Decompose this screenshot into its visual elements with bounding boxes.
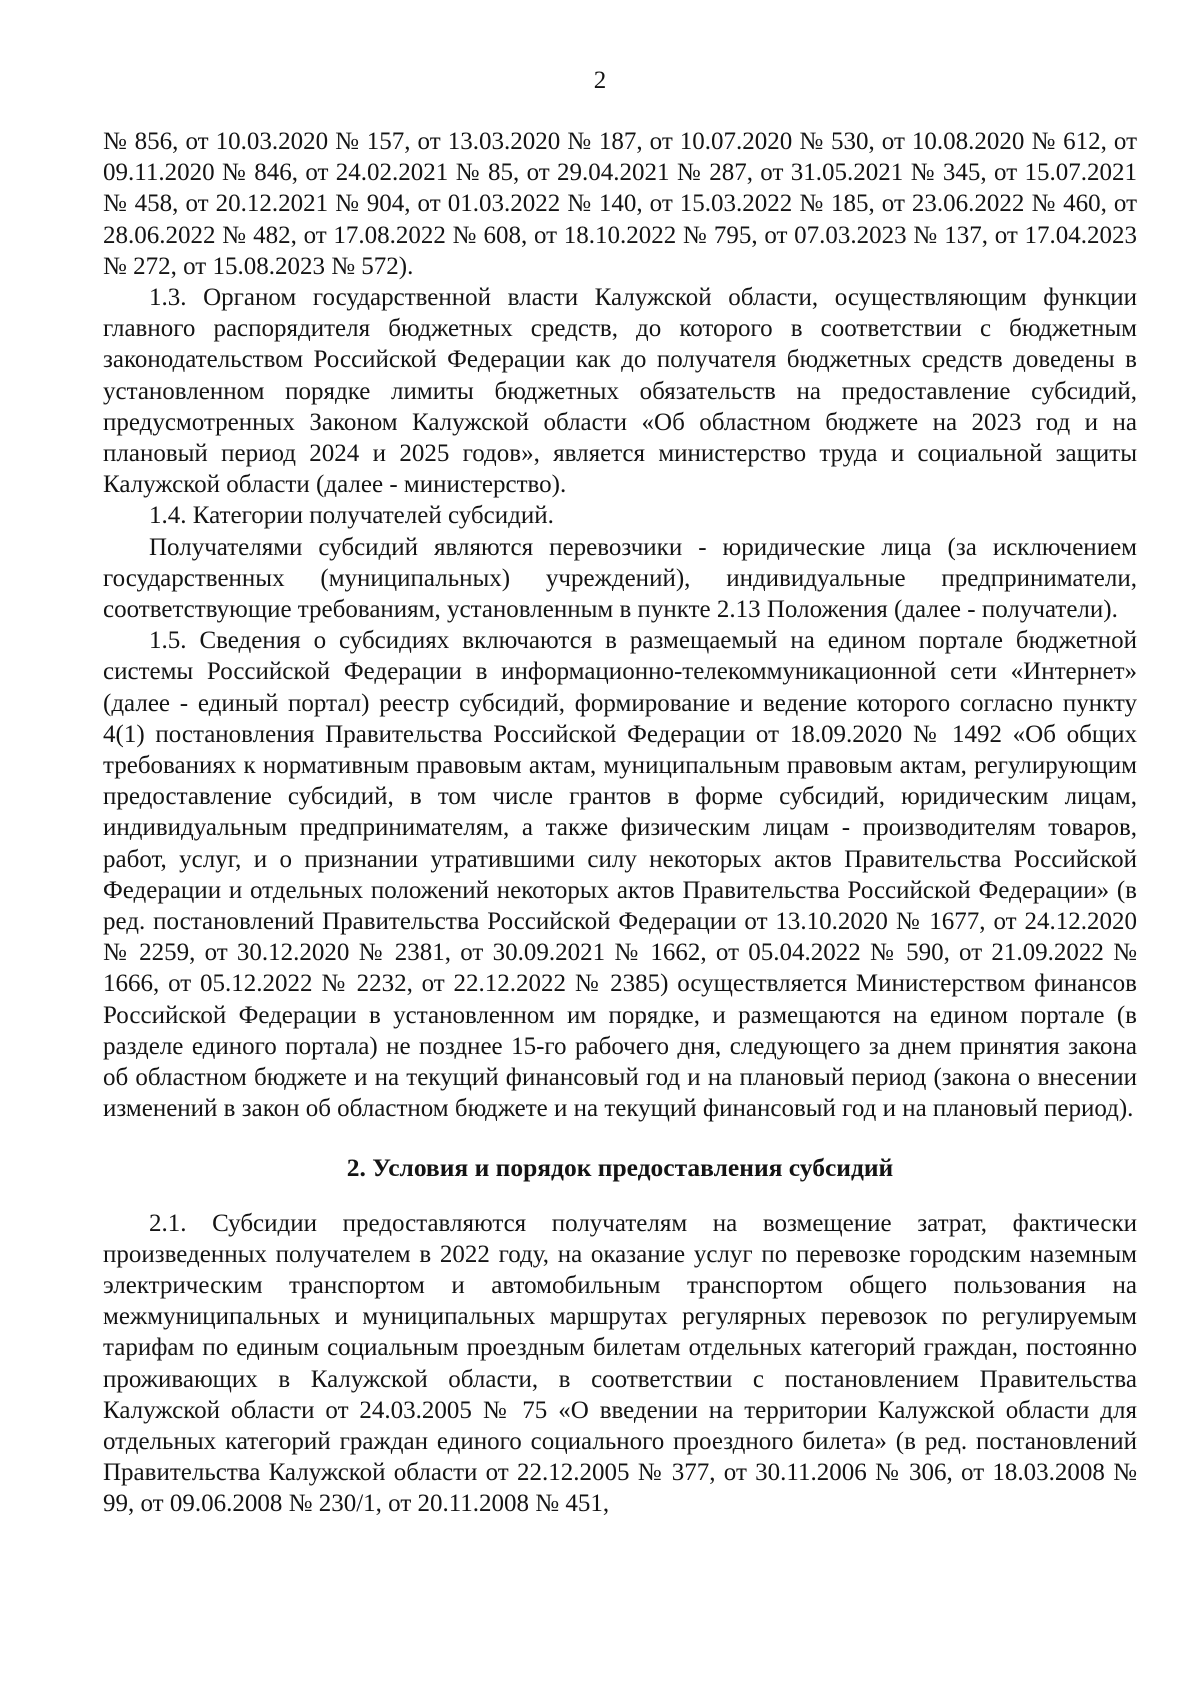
paragraph-1-4: 1.4. Категории получателей субсидий.	[149, 502, 554, 530]
paragraph-1-4-recipients: Получателями субсидий являются перевозчики - юридические лица (за исключением государственных (муниципальных) учреждений), индивидуальные предприниматели, соответствующие требованиям, установленным в пункте 2.13 Положения (далее - получатели).	[103, 533, 1137, 624]
paragraph-2-1: 2.1. Субсидии предоставляются получателям на возмещение затрат, фактически произведенных получателем в 2022 году, на оказание услуг по перевозке городским наземным электрическим транспортом и автомобильным транспортом общего пользования на межмуниципальных и муниципальных маршрутах регулярных перевозок по регулируемым тарифам по единым социальным проездным билетам отдельных категорий граждан, постоянно проживающих в Калужской области, в соответствии с постановлением Правительства Калужской области от 24.03.2005 № 75 «О введении на территории Калужской области для отдельных категорий граждан единого социального проездного билета» (в ред. постановлений Правительства Калужской области от 22.12.2005 № 377, от 30.11.2006 № 306, от 18.03.2008 № 99, от 09.06.2008 № 230/1, от 20.11.2008 № 451,	[103, 1209, 1137, 1518]
paragraph-references-continued: № 856, от 10.03.2020 № 157, от 13.03.2020 № 187, от 10.07.2020 № 530, от 10.08.2020 № 612, от 09.11.2020 № 846, от 24.02.2021 № 85, от 29.04.2021 № 287, от 31.05.2021 № 345, от 15.07.2021 № 458, от 20.12.2021 № 904, от 01.03.2022 № 140, от 15.03.2022 № 185, от 23.06.2022 № 460, от 28.06.2022 № 482, от 17.08.2022 № 608, от 18.10.2022 № 795, от 07.03.2023 № 137, от 17.04.2023 № 272, от 15.08.2023 № 572).	[103, 128, 1137, 280]
section-2	[103, 1208, 1137, 1520]
section-2-heading: 2. Условия и порядок предоставления субсидий	[346, 1152, 894, 1182]
page-number: 2	[593, 67, 607, 94]
section-1-continued	[103, 126, 1137, 1125]
document-body	[103, 126, 1137, 1520]
paragraph-1-3: 1.3. Органом государственной власти Калужской области, осуществляющим функции главного распорядителя бюджетных средств, до которого в соответствии с бюджетным законодательством Российской Федерации как до получателя бюджетных средств доведены в установленном порядке лимиты бюджетных обязательств на предоставление субсидий, предусмотренных Законом Калужской области «Об областном бюджете на 2023 год и на плановый период 2024 и 2025 годов», является министерство труда и социальной защиты Калужской области (далее - министерство).	[103, 284, 1137, 499]
paragraph-1-5: 1.5. Сведения о субсидиях включаются в размещаемый на едином портале бюджетной системы Российской Федерации в информационно-телекоммуникационной сети «Интернет» (далее - единый портал) реестр субсидий, формирование и ведение которого согласно пункту 4(1) постановления Правительства Российской Федерации от 18.09.2020 № 1492 «Об общих требованиях к нормативным правовым актам, муниципальным правовым актам, регулирующим предоставление субсидий, в том числе грантов в форме субсидий, юридическим лицам, индивидуальным предпринимателям, а также физическим лицам - производителям товаров, работ, услуг, и о признании утратившими силу некоторых актов Правительства Российской Федерации и отдельных положений некоторых актов Правительства Российской Федерации» (в ред. постановлений Правительства Российской Федерации от 13.10.2020 № 1677, от 24.12.2020 № 2259, от 30.12.2020 № 2381, от 30.09.2021 № 1662, от 05.04.2022 № 590, от 21.09.2022 № 1666, от 05.12.2022 № 2232, от 22.12.2022 № 2385) осуществляется Министерством финансов Российской Федерации в установленном им порядке, и размещаются на едином портале (в разделе единого портала) не позднее 15-го рабочего дня, следующего за днем принятия закона об областном бюджете и на текущий финансовый год и на плановый период (закона о внесении изменений в закон об областном бюджете и на текущий финансовый год и на плановый период).	[103, 627, 1137, 1123]
